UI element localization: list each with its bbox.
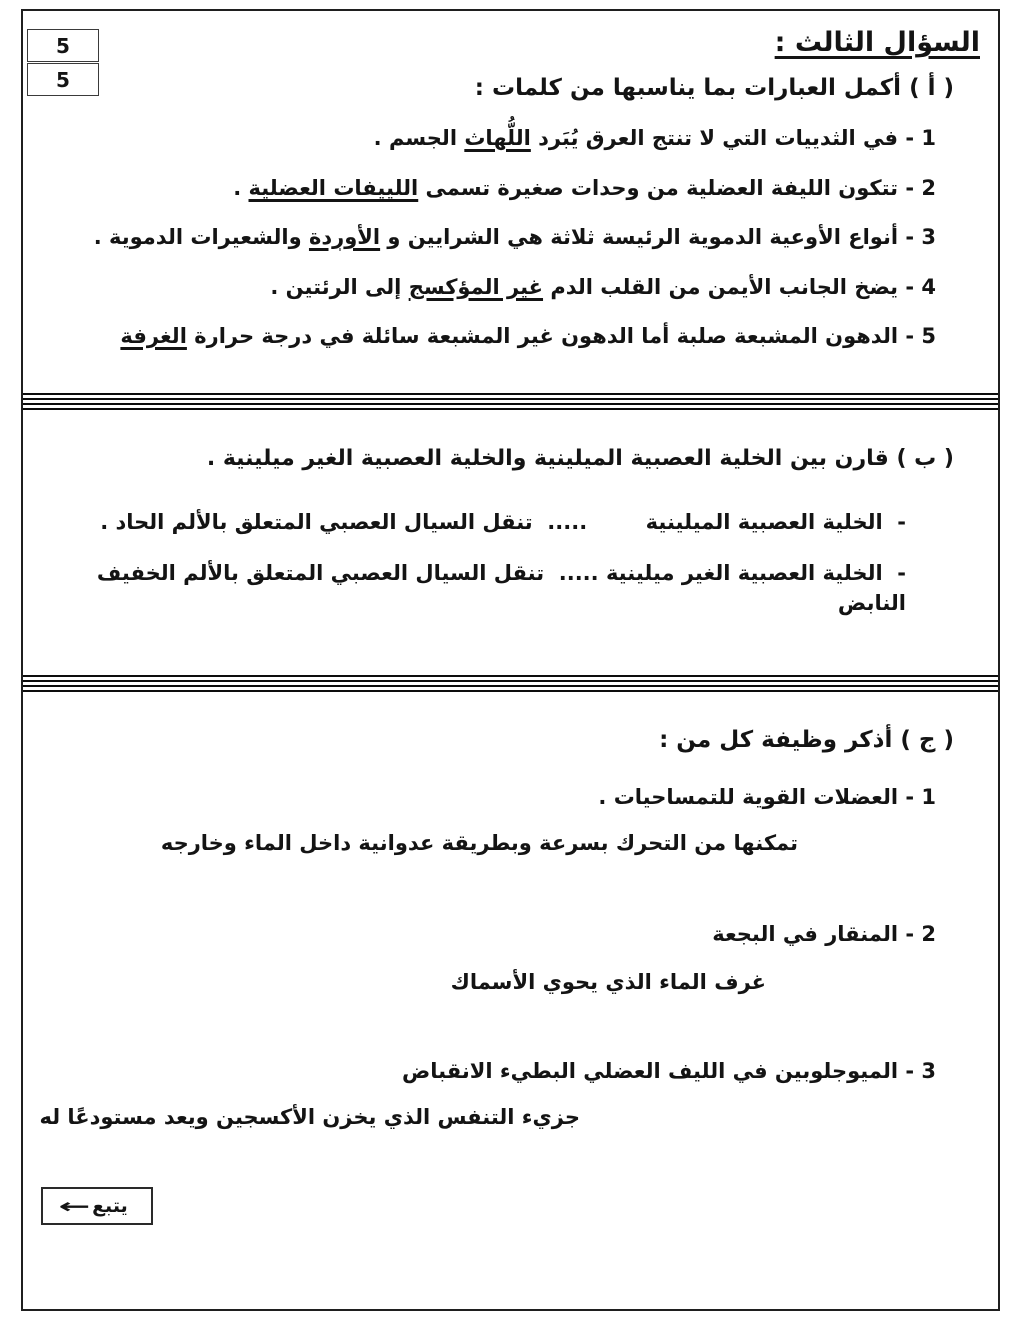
fill-item-3-answer: الأوردة: [308, 225, 381, 250]
fill-item-1: [23, 123, 998, 153]
score-box-top: 5: [27, 29, 99, 62]
fill-item-3-pre: 3 - أنواع الأوعية الدموية الرئيسة ثلاثة هي الشرايين و: [380, 225, 936, 250]
comparison-line-2: - الخلية العصبية الغير ميلينية ..... تنقل السيال العصبي المتعلق بالألم الخفيف النابض: [89, 560, 906, 616]
question-title-text: السؤال الثالث :: [774, 27, 980, 58]
function-question-3: 3 - الميوجلوبين في الليف العضلي البطيء الانقباض: [402, 1058, 936, 1083]
section-a-heading: ( أ ) أكمل العبارات بما يناسبها من كلمات :: [474, 75, 954, 102]
fill-item-2-answer: اللييفات العضلية: [248, 175, 419, 200]
exam-page-frame: [21, 9, 1000, 1311]
fill-item-4-post: إلى الرئتين .: [270, 274, 409, 299]
separator-rule: [23, 685, 998, 692]
fill-item-4-answer: غير المؤكسج: [408, 274, 544, 299]
continue-label: يتبع: [92, 1195, 128, 1217]
separator-rule: [23, 675, 998, 682]
section-b-heading: ( ب ) قارن بين الخلية العصبية الميلينية والخلية العصبية الغير ميلينية .: [206, 446, 954, 472]
function-question-2: 2 - المنقار في البجعة: [712, 921, 936, 946]
function-answer-3: جزيء التنفس الذي يخزن الأكسجين ويعد مستودعًا له: [39, 1104, 580, 1129]
section-c: [23, 724, 998, 1133]
score-boxes: [27, 29, 99, 96]
comparison-line-1: - الخلية العصبية الميلينية ..... تنقل السيال العصبي المتعلق بالألم الحاد .: [100, 510, 906, 535]
fill-item-4-pre: 4 - يضخ الجانب الأيمن من القلب الدم: [543, 274, 936, 299]
continue-box: [41, 1187, 153, 1225]
fill-item-5: [23, 321, 998, 351]
section-b: [23, 444, 998, 618]
question-title: [23, 25, 998, 60]
fill-item-1-pre: 1 - في الثدييات التي لا تنتج العرق يُبَرد: [530, 126, 936, 151]
fill-item-1-answer: اللُّهاث: [464, 126, 531, 151]
left-arrow-icon: ←: [58, 1194, 91, 1218]
fill-item-3-post: والشعيرات الدموية .: [93, 225, 309, 250]
section-a: [23, 72, 998, 351]
section-separator-1: [23, 393, 998, 410]
function-question-1: 1 - العضلات القوية للتمساحيات .: [598, 784, 936, 809]
separator-rule: [23, 393, 998, 400]
fill-item-5-pre: 5 - الدهون المشبعة صلبة أما الدهون غير المشبعة سائلة في درجة حرارة: [186, 324, 936, 349]
fill-item-4: [23, 272, 998, 302]
section-separator-2: [23, 675, 998, 692]
function-answer-1: تمكنها من التحرك بسرعة وبطريقة عدوانية داخل الماء وخارجه: [160, 831, 798, 856]
fill-item-2-post: .: [233, 175, 249, 200]
fill-item-3: [23, 222, 998, 252]
fill-item-2-pre: 2 - تتكون الليفة العضلية من وحدات صغيرة تسمى: [418, 175, 936, 200]
section-c-heading: ( ج ) أذكر وظيفة كل من :: [659, 726, 954, 753]
fill-item-5-answer: الغرفة: [120, 324, 187, 349]
function-answer-2: غرف الماء الذي يحوي الأسماك: [450, 970, 766, 995]
separator-rule: [23, 403, 998, 410]
fill-item-1-post: الجسم .: [373, 126, 465, 151]
fill-item-2: [23, 173, 998, 203]
score-box-bottom: 5: [27, 63, 99, 96]
